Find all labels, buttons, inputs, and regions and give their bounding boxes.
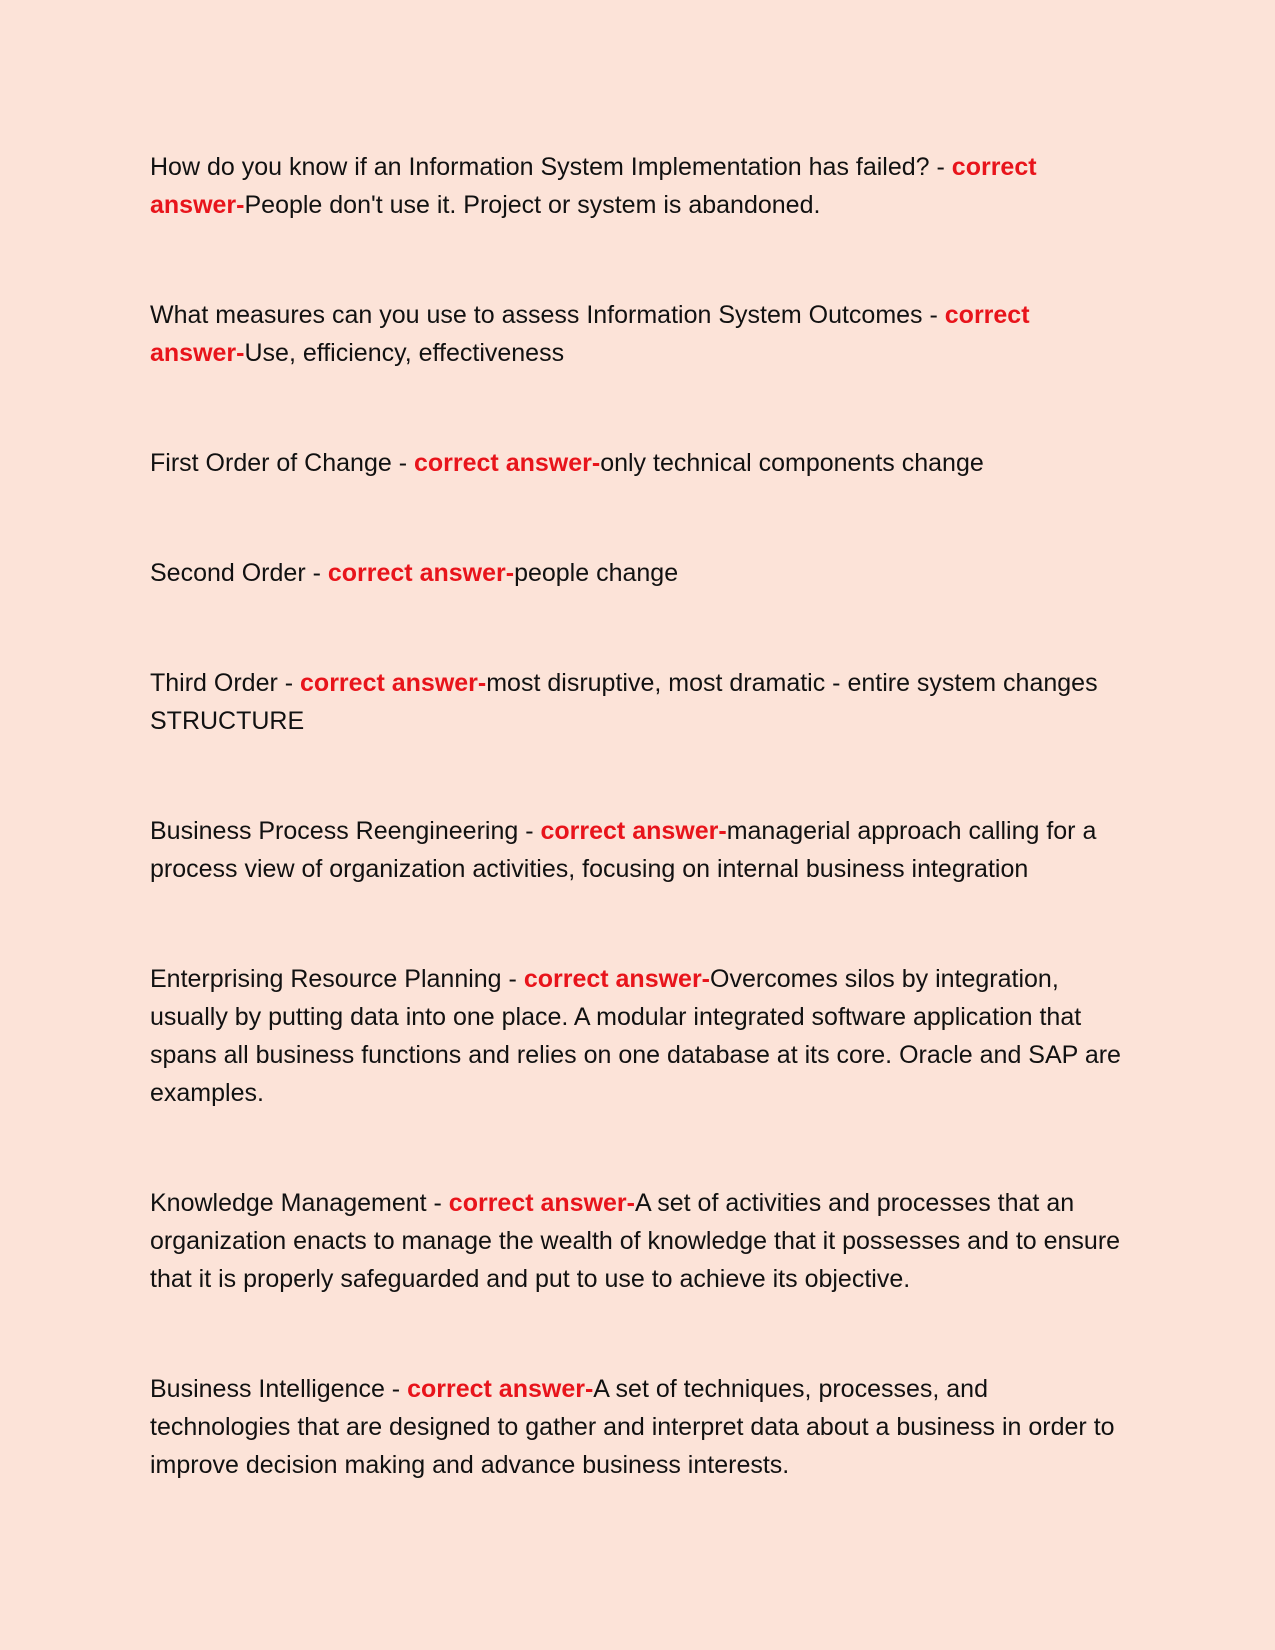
answer-text: A set of techniques, processes, and technologies that are designed to gather and interpret data about a business in order to improve decision making and advance business interests. (150, 1375, 1115, 1479)
correct-answer-marker: correct answer- (407, 1375, 594, 1403)
question-text: Third Order - (150, 669, 301, 697)
correct-answer-marker: correct answer- (413, 449, 601, 477)
qa-item-4 (150, 554, 1125, 592)
question-text: Knowledge Management - (150, 1189, 449, 1217)
question-text: Enterprising Resource Planning - (150, 965, 524, 993)
answer-text: only technical components change (600, 449, 984, 477)
correct-answer-marker: correct answer- (150, 153, 1037, 219)
question-text: Business Intelligence - (150, 1375, 408, 1403)
answer-text: managerial approach calling for a process view of organization activities, focusing on internal business integration (150, 817, 1097, 883)
qa-item-3 (150, 444, 1125, 482)
answer-text: most disruptive, most dramatic - entire system changes STRUCTURE (150, 669, 1098, 735)
correct-answer-marker: correct answer- (150, 301, 1030, 367)
qa-item-9 (150, 1370, 1125, 1484)
question-text: First Order of Change - (150, 449, 414, 477)
qa-item-6 (150, 812, 1125, 888)
correct-answer-marker: correct answer- (540, 817, 727, 845)
correct-answer-marker: correct answer- (300, 669, 487, 697)
qa-item-7 (150, 960, 1125, 1112)
question-text: Business Process Reengineering - (150, 817, 541, 845)
answer-text: Overcomes silos by integration, usually by putting data into one place. A modular integrated software application that spans all business functions and relies on one database at its core. Oracle and SAP are examples. (150, 965, 1121, 1107)
answer-text: people change (514, 559, 679, 587)
answer-text: A set of activities and processes that an organization enacts to manage the wealth of knowledge that it possesses and to ensure that it is properly safeguarded and put to use to achieve its objective. (150, 1189, 1121, 1293)
qa-item-1 (150, 148, 1125, 224)
correct-answer-marker: correct answer- (448, 1189, 635, 1217)
answer-text: Use, efficiency, effectiveness (244, 339, 565, 367)
question-text: How do you know if an Information System Implementation has failed? - (150, 153, 952, 181)
correct-answer-marker: correct answer- (523, 965, 711, 993)
qa-item-5 (150, 664, 1125, 740)
correct-answer-marker: correct answer- (327, 559, 515, 587)
qa-item-8 (150, 1184, 1125, 1298)
question-text: Second Order - (150, 559, 328, 587)
qa-list (150, 148, 1125, 1484)
question-text: What measures can you use to assess Information System Outcomes - (150, 301, 945, 329)
answer-text: People don't use it. Project or system is abandoned. (244, 191, 821, 219)
qa-item-2 (150, 296, 1125, 372)
